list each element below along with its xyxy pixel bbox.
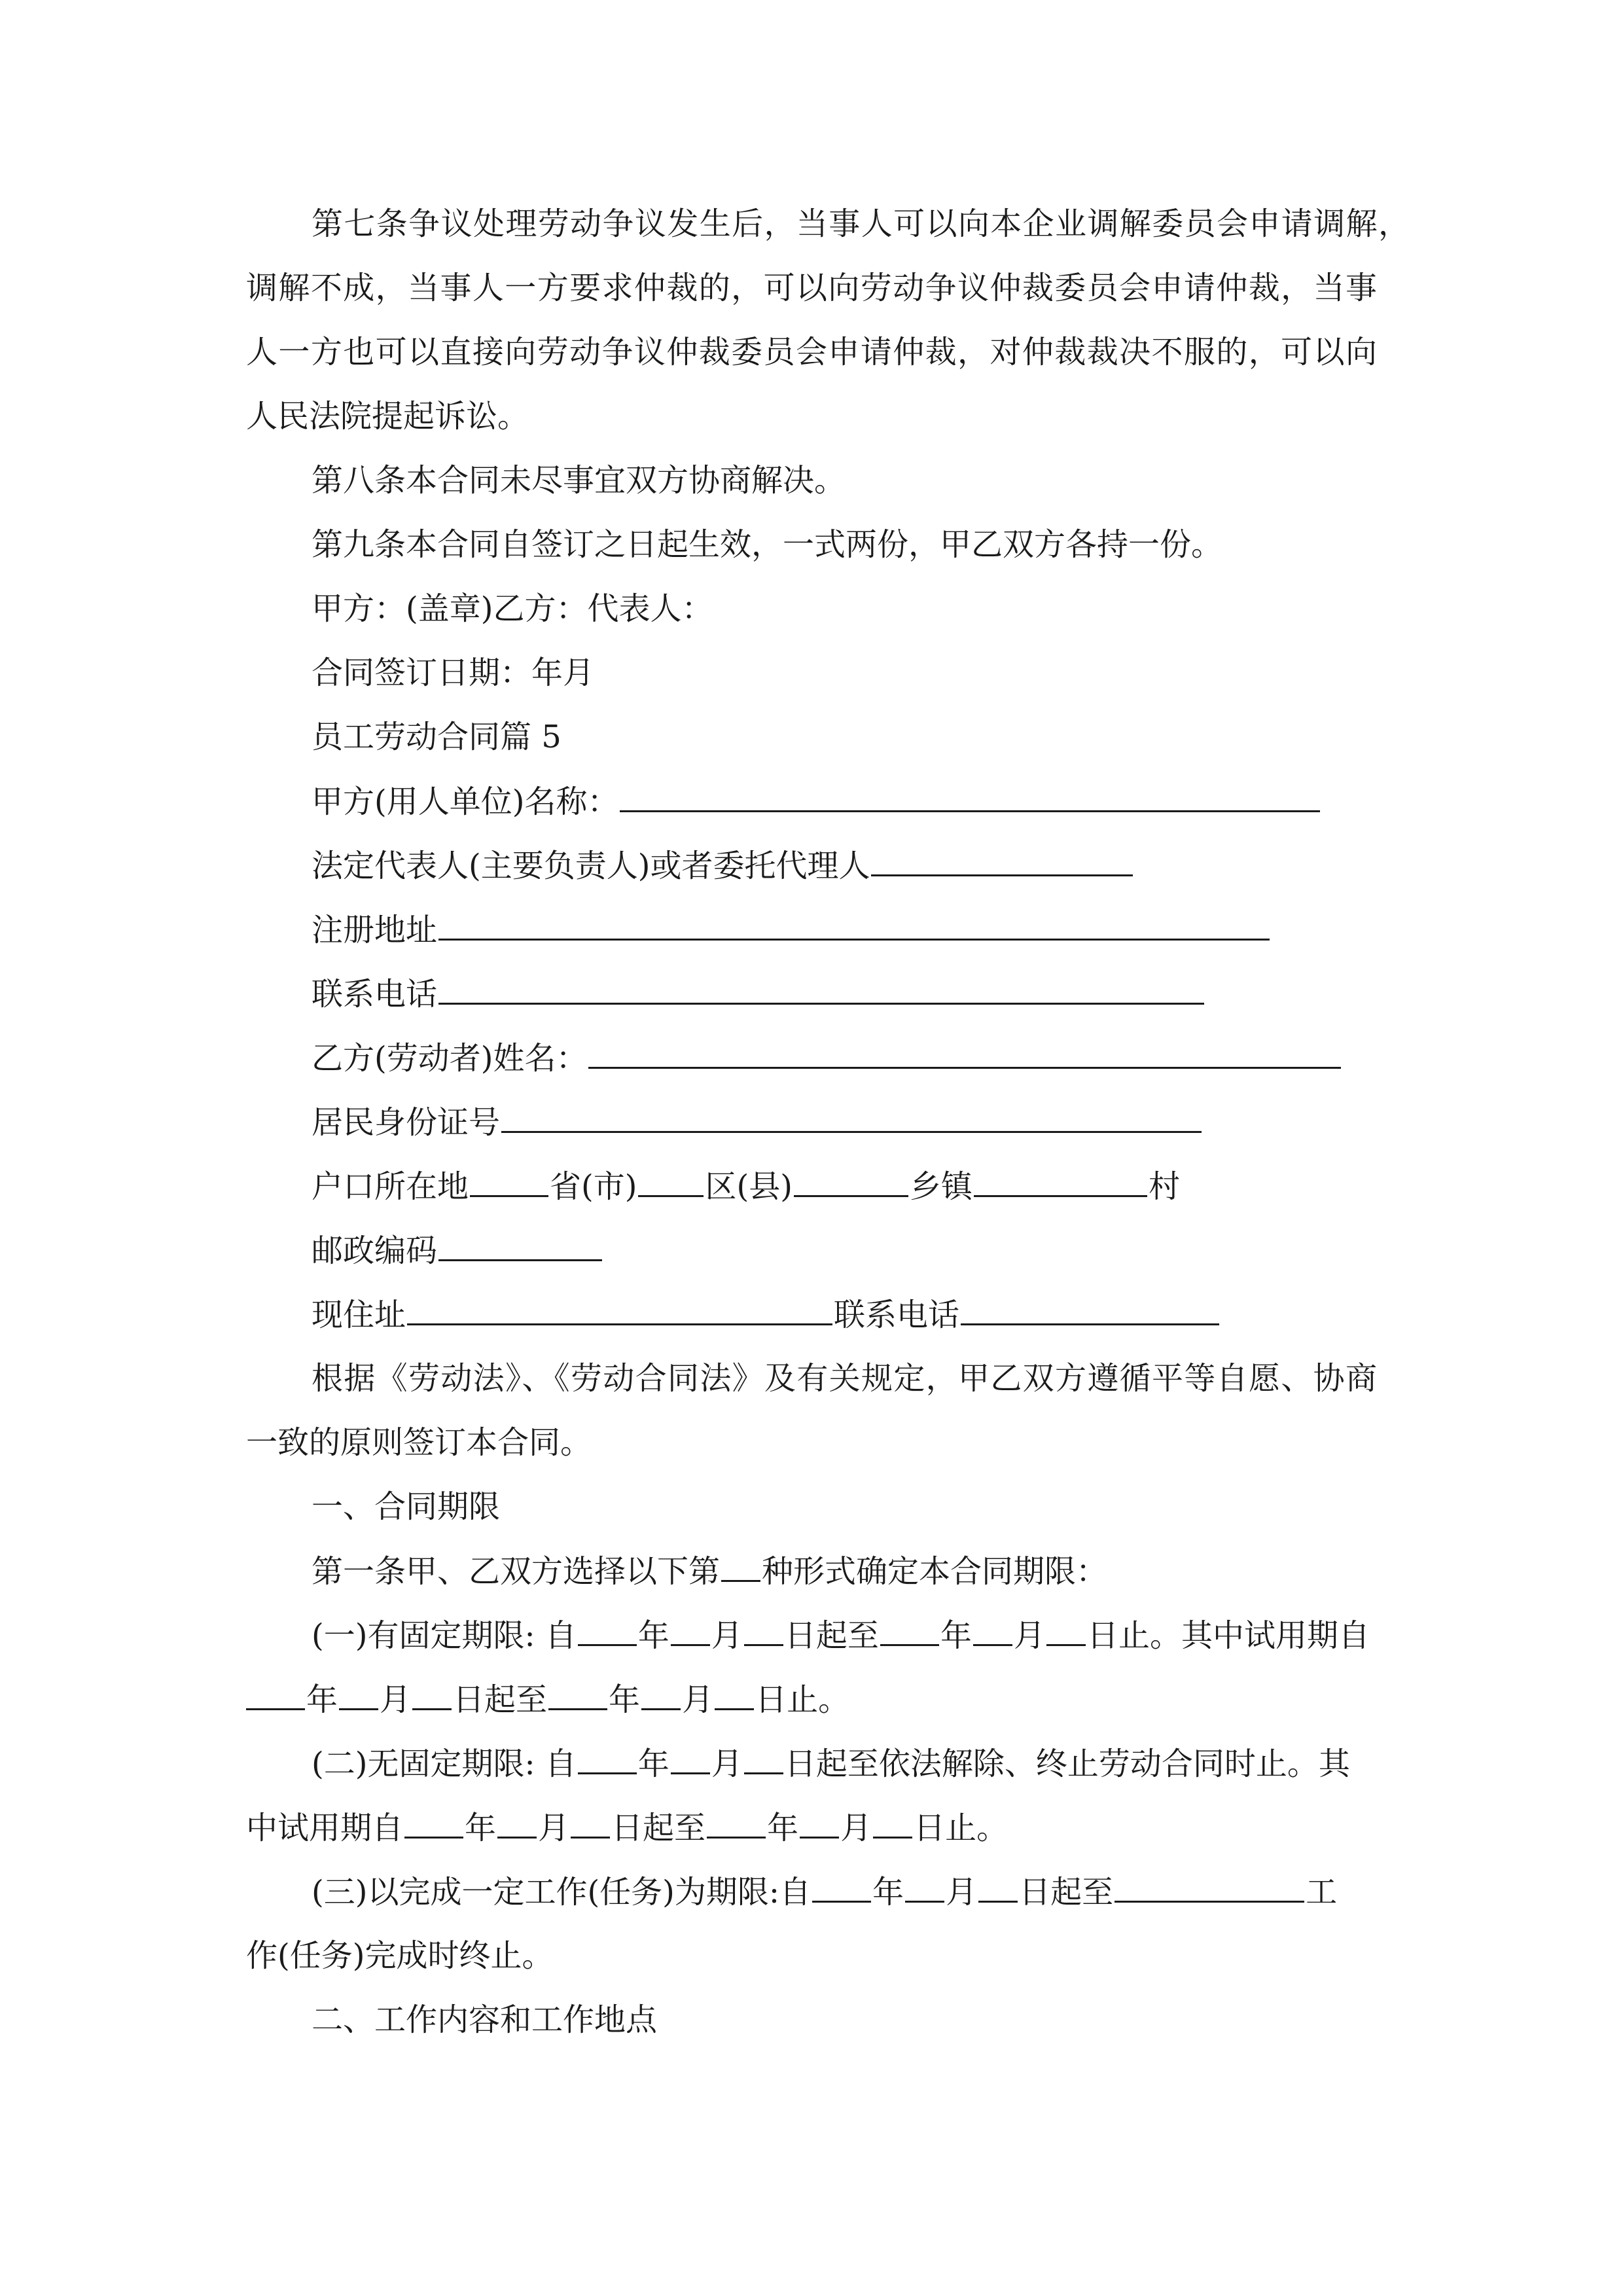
town-label: 乡镇	[909, 1168, 972, 1205]
month-word: 月	[711, 1617, 743, 1654]
open-probation-end-day-blank[interactable]	[873, 1808, 912, 1839]
month-word: 月	[538, 1810, 570, 1846]
province-label: 省(市)	[550, 1168, 637, 1205]
probation-end-year-blank[interactable]	[548, 1679, 607, 1710]
end-day-blank[interactable]	[1046, 1615, 1086, 1646]
article-1	[312, 1551, 1107, 1590]
employee-name-label: 乙方(劳动者)姓名：	[312, 1040, 588, 1077]
hukou-label: 户口所在地	[312, 1168, 469, 1205]
month-word: 月	[682, 1681, 714, 1718]
month-word: 月	[711, 1746, 743, 1782]
employee-name-blank[interactable]	[588, 1038, 1341, 1069]
open-probation-end-month-blank[interactable]	[800, 1808, 839, 1839]
legal-rep-field	[312, 846, 1134, 885]
open-start-day-blank[interactable]	[744, 1744, 783, 1774]
option-2-text: 日起至依法解除、终止劳动合同时止。其	[784, 1746, 1350, 1782]
legal-rep-blank[interactable]	[871, 846, 1133, 876]
registered-address-blank[interactable]	[438, 910, 1270, 941]
option-3-line-2: 作(任务)完成时终止。	[246, 1937, 554, 1974]
article-8: 第八条本合同未尽事宜双方协商解决。	[312, 462, 846, 499]
id-number-field	[312, 1102, 1203, 1141]
article-7-line-1: 第七条争议处理劳动争议发生后，当事人可以向本企业调解委员会申请调解，	[312, 206, 1410, 242]
form-choice-blank[interactable]	[721, 1551, 760, 1582]
registered-address-label: 注册地址	[312, 912, 438, 948]
district-label: 区(县)	[705, 1168, 793, 1205]
year-word: 年	[637, 1617, 669, 1654]
postcode-field	[312, 1230, 603, 1270]
chapter-1-heading: 一、合同期限	[312, 1488, 501, 1525]
employer-name-field	[312, 781, 1321, 821]
option-3-tail: 工	[1306, 1874, 1338, 1910]
article-7-line-2: 调解不成，当事人一方要求仲裁的，可以向劳动争议仲裁委员会申请仲裁，当事	[246, 270, 1377, 306]
probation-end-month-blank[interactable]	[641, 1679, 681, 1710]
end-month-blank[interactable]	[973, 1615, 1012, 1646]
article-7-line-3: 人一方也可以直接向劳动争议仲裁委员会申请仲裁，对仲裁裁决不服的，可以向	[246, 334, 1377, 370]
year-word: 年	[306, 1681, 338, 1718]
employer-name-blank[interactable]	[620, 781, 1320, 812]
year-word: 年	[940, 1617, 972, 1654]
employee-name-field	[312, 1038, 1342, 1077]
option-2-label: (二)无固定期限: 自	[312, 1746, 577, 1782]
task-start-day-blank[interactable]	[978, 1872, 1018, 1903]
open-start-month-blank[interactable]	[671, 1744, 710, 1774]
employer-name-label: 甲方(用人单位)名称：	[312, 783, 619, 820]
postcode-label: 邮政编码	[312, 1232, 438, 1269]
year-word: 年	[609, 1681, 641, 1718]
start-year-blank[interactable]	[578, 1615, 637, 1646]
contact-phone-label: 联系电话	[834, 1297, 960, 1333]
article-1-text-a: 第一条甲、乙双方选择以下第	[312, 1553, 721, 1590]
end-word: 日止。	[914, 1810, 1008, 1846]
id-number-label: 居民身份证号	[312, 1104, 501, 1141]
current-address-blank[interactable]	[407, 1295, 832, 1325]
open-probation-start-month-blank[interactable]	[497, 1808, 537, 1839]
task-start-year-blank[interactable]	[812, 1872, 871, 1903]
year-word: 年	[637, 1746, 669, 1782]
option-2-line-2	[246, 1808, 1008, 1847]
start-day-blank[interactable]	[744, 1615, 783, 1646]
registered-address-field	[312, 910, 1271, 949]
province-blank[interactable]	[470, 1166, 548, 1197]
open-start-year-blank[interactable]	[578, 1744, 637, 1774]
hukou-field	[312, 1166, 1180, 1206]
option-1-label: (一)有固定期限: 自	[312, 1617, 577, 1654]
option-1-line-1	[312, 1615, 1370, 1655]
signature-line: 甲方：(盖章)乙方：代表人：	[312, 590, 713, 627]
postcode-blank[interactable]	[438, 1230, 602, 1261]
from-to-word: 日起至	[784, 1617, 879, 1654]
article-7-line-4: 人民法院提起诉讼。	[246, 398, 529, 435]
open-probation-end-year-blank[interactable]	[707, 1808, 766, 1839]
option-2-probation-label: 中试用期自	[246, 1810, 404, 1846]
signing-date: 合同签订日期：年月	[312, 655, 595, 691]
task-name-blank[interactable]	[1115, 1872, 1304, 1903]
month-word: 月	[380, 1681, 412, 1718]
month-word: 月	[840, 1810, 872, 1846]
task-start-month-blank[interactable]	[905, 1872, 944, 1903]
probation-end-day-blank[interactable]	[715, 1679, 754, 1710]
contact-phone-blank[interactable]	[961, 1295, 1219, 1325]
village-label: 村	[1148, 1168, 1180, 1205]
open-probation-start-day-blank[interactable]	[571, 1808, 610, 1839]
district-blank[interactable]	[638, 1166, 704, 1197]
employer-phone-field	[312, 974, 1205, 1013]
end-word: 日止。	[755, 1681, 850, 1718]
chapter-2-heading: 二、工作内容和工作地点	[312, 2001, 658, 2038]
employer-phone-blank[interactable]	[438, 974, 1204, 1005]
from-to-word: 日起至	[1019, 1874, 1114, 1910]
end-year-blank[interactable]	[880, 1615, 939, 1646]
article-9: 第九条本合同自签订之日起生效，一式两份，甲乙双方各持一份。	[312, 526, 1223, 563]
option-1-line-2	[246, 1679, 849, 1719]
section-title: 员工劳动合同篇 5	[312, 719, 562, 755]
employer-phone-label: 联系电话	[312, 976, 438, 1013]
current-address-label: 现住址	[312, 1297, 406, 1333]
town-blank[interactable]	[794, 1166, 908, 1197]
probation-start-month-blank[interactable]	[339, 1679, 378, 1710]
option-3-label: (三)以完成一定工作(任务)为期限:自	[312, 1874, 812, 1910]
from-to-word: 日起至	[611, 1810, 706, 1846]
current-address-field	[312, 1295, 1221, 1334]
year-word: 年	[465, 1810, 497, 1846]
legal-rep-label: 法定代表人(主要负责人)或者委托代理人	[312, 848, 870, 884]
option-2-line-1	[312, 1744, 1350, 1783]
id-number-blank[interactable]	[501, 1102, 1202, 1133]
open-probation-start-year-blank[interactable]	[404, 1808, 463, 1839]
option-3-line-1	[312, 1872, 1337, 1911]
year-word: 年	[872, 1874, 904, 1910]
month-word: 月	[1013, 1617, 1045, 1654]
start-month-blank[interactable]	[671, 1615, 710, 1646]
year-word: 年	[767, 1810, 799, 1846]
from-to-word: 日起至	[453, 1681, 548, 1718]
probation-start-day-blank[interactable]	[412, 1679, 452, 1710]
village-blank[interactable]	[974, 1166, 1147, 1197]
probation-start-year-blank[interactable]	[246, 1679, 305, 1710]
option-1-probation-text: 日止。其中试用期自	[1086, 1617, 1370, 1654]
basis-line-1: 根据《劳动法》、《劳动合同法》及有关规定，甲乙双方遵循平等自愿、协商	[312, 1360, 1377, 1397]
month-word: 月	[946, 1874, 978, 1910]
article-1-text-b: 种形式确定本合同期限：	[762, 1553, 1108, 1590]
basis-line-2: 一致的原则签订本合同。	[246, 1424, 592, 1461]
